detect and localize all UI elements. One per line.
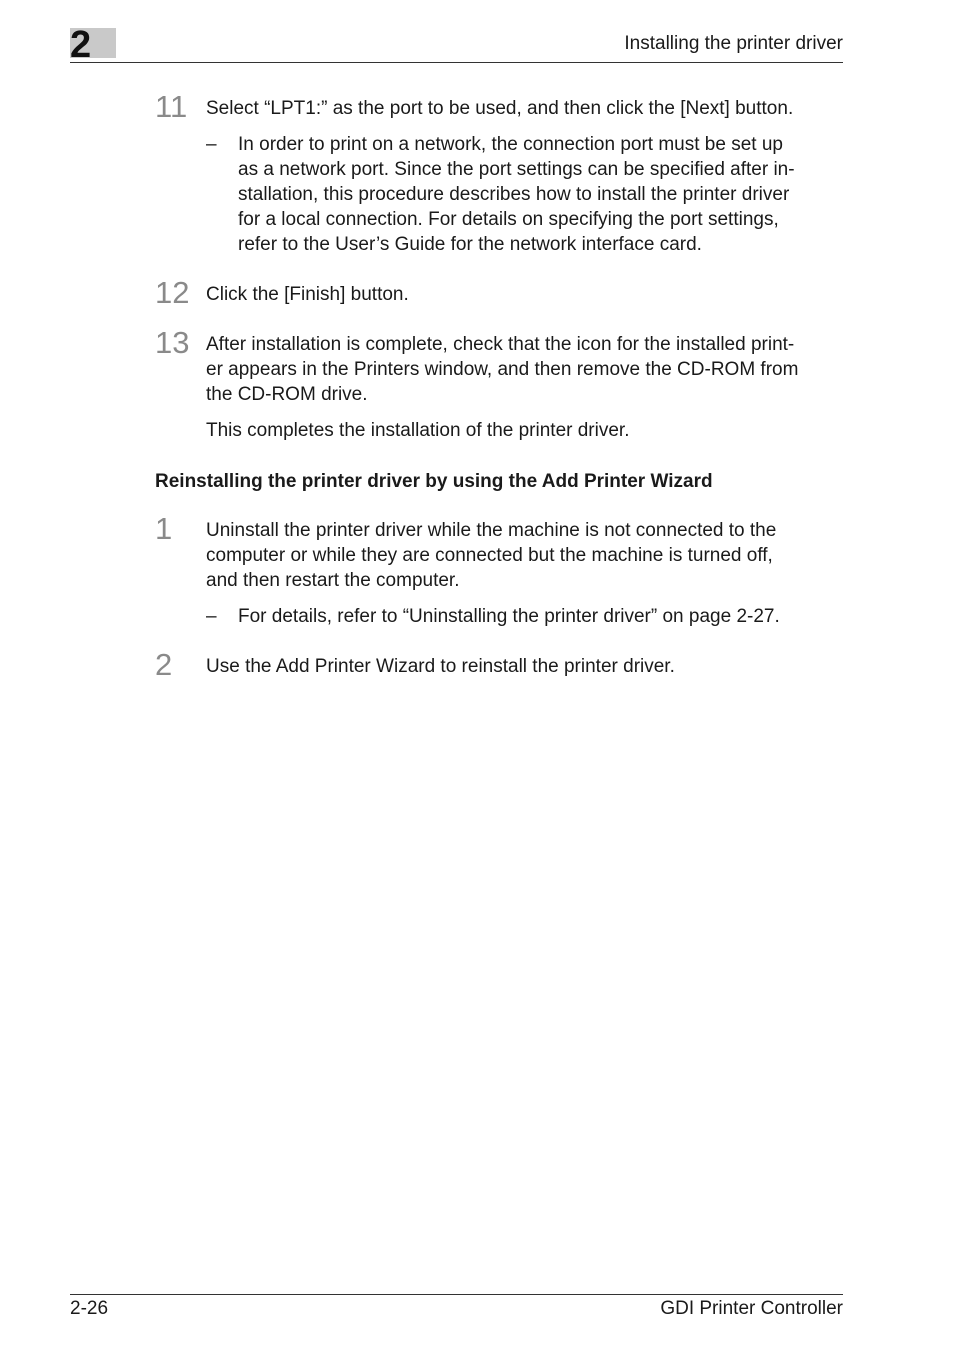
step-number-2: 2 <box>155 647 173 682</box>
completion-note: This completes the installation of the printer driver. <box>206 420 630 441</box>
page-number: 2-26 <box>70 1298 109 1319</box>
chapter-number: 2 <box>70 24 92 66</box>
footer-rule <box>70 1294 843 1295</box>
bullet-dash: – <box>206 134 217 155</box>
bullet-text-network: In order to print on a network, the connection port must be set up as a network port. Since the port settings can be specified after in- stallation, this procedure describes how to install the printer driver for a local connection. For details on specifying the port settings, refer to the User’s Guide for the network interface card. <box>238 134 795 255</box>
step-text-13: After installation is complete, check that the icon for the installed print- er appears in the Printers window, and then remove the CD-ROM from the CD-ROM drive. <box>206 334 799 405</box>
step-text-1: Uninstall the printer driver while the machine is not connected to the computer or while they are connected but the machine is turned off, and then restart the computer. <box>206 520 777 591</box>
bullet-text-details: For details, refer to “Uninstalling the printer driver” on page 2-27. <box>238 606 780 627</box>
step-number-11: 11 <box>155 89 188 124</box>
step-number-12: 12 <box>155 275 190 310</box>
product-name: GDI Printer Controller <box>660 1298 843 1319</box>
step-text-11: Select “LPT1:” as the port to be used, and then click the [Next] button. <box>206 98 794 119</box>
step-number-13: 13 <box>155 325 190 360</box>
section-heading: Reinstalling the printer driver by using the Add Printer Wizard <box>155 471 713 492</box>
step-text-2: Use the Add Printer Wizard to reinstall the printer driver. <box>206 656 675 677</box>
header-title: Installing the printer driver <box>624 33 843 54</box>
step-text-12: Click the [Finish] button. <box>206 284 409 305</box>
bullet-dash: – <box>206 606 217 627</box>
header-rule <box>70 62 843 63</box>
step-number-1: 1 <box>155 511 173 546</box>
